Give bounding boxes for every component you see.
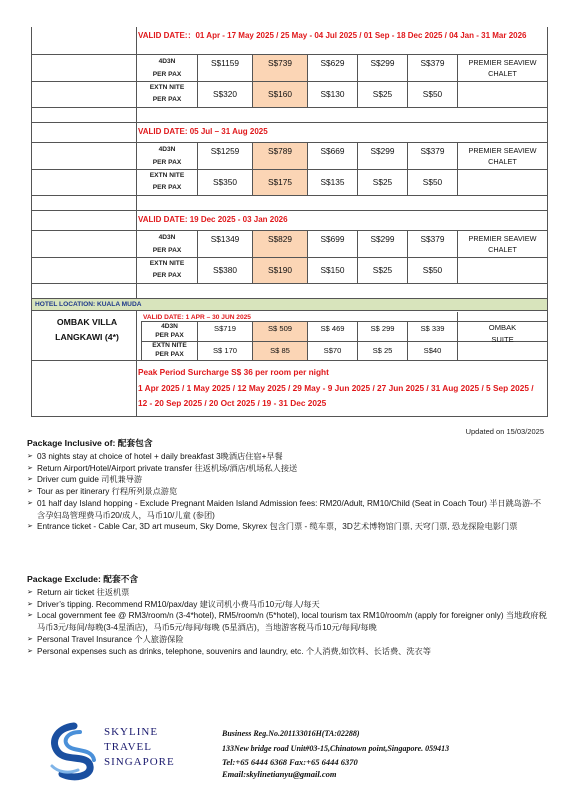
price-cell: S$669 xyxy=(307,143,357,169)
validity-dates: VALID DATE:：01 Apr - 17 May 2025 / 25 May - 04 Jul 2025 / 01 Sep - 18 Dec 2025 / 04 Jan - 31 Mar 2026 xyxy=(138,31,527,40)
list-item: ➢ Driver cum guide 司机兼导游 xyxy=(27,475,143,485)
arrow-bullet-icon: ➢ xyxy=(27,523,33,531)
price-cell: S$719 xyxy=(197,322,252,341)
price-cell-highlight: S$ 85 xyxy=(252,342,307,361)
pax-label: 4D3N PER PAX xyxy=(136,143,197,169)
validity-row xyxy=(32,27,547,55)
price-cell: S$380 xyxy=(197,258,252,283)
company-logo xyxy=(44,722,209,782)
price-cell-highlight: S$789 xyxy=(252,143,307,169)
price-cell: S$70 xyxy=(307,342,357,361)
price-cell: S$25 xyxy=(357,82,407,107)
arrow-bullet-icon: ➢ xyxy=(27,647,33,655)
price-cell: S$ 469 xyxy=(307,322,357,341)
price-cell: S$50 xyxy=(407,170,457,195)
list-item: ➢ Return Airport/Hotel/Airport private transfer 往返机场/酒店/机场私人接送 xyxy=(27,463,298,473)
price-cell: S$25 xyxy=(357,170,407,195)
exclude-list xyxy=(27,587,549,657)
list-item: ➢ Personal expenses such as drinks, telephone, souvenirs and laundry, etc. 个人消费,如饮料、长话费、洗衣等 xyxy=(27,646,431,656)
price-cell: S$40 xyxy=(407,342,457,361)
price-cell-highlight: S$160 xyxy=(252,82,307,107)
list-item: ➢ Local government fee @ RM3/room/n (3-4*hotel), RM5/room/n (5*hotel), local tourism tax RM10/room/n (apply for foreigner only) 当地政府税马币3元/每间/每晚(3-4星酒店)，马币5元/每间/每晚 (5星酒店)，当地游客税马币10元/每间/每晚 xyxy=(27,611,547,633)
validity-row xyxy=(32,211,547,231)
price-cell: S$699 xyxy=(307,231,357,257)
package-row xyxy=(32,143,547,170)
price-cell: S$ 170 xyxy=(197,342,252,361)
ext-label: EXTN NITE PER PAX xyxy=(141,342,197,361)
price-cell: S$320 xyxy=(197,82,252,107)
price-cell: S$130 xyxy=(307,82,357,107)
price-cell: S$379 xyxy=(407,143,457,169)
price-cell-highlight: S$190 xyxy=(252,258,307,283)
validity-row xyxy=(32,123,547,143)
hotel-name: OMBAK VILLA LANGKAWI (4*) xyxy=(55,317,119,342)
price-cell: S$379 xyxy=(407,55,457,81)
peak-dates: 1 Apr 2025 / 1 May 2025 / 12 May 2025 / 29 May - 9 Jun 2025 / 27 Jun 2025 / 31 Aug 2025 / 5 Sep 2025 / 12 - 20 Sep 2025 / 20 Oct 2025 / 19 - 31 Dec 2025 xyxy=(138,383,534,408)
arrow-bullet-icon: ➢ xyxy=(27,464,33,472)
business-reg: Business Reg.No.201133016H(TA:02288) xyxy=(222,729,360,738)
peak-surcharge xyxy=(32,360,547,416)
list-item: ➢ Personal Travel Insurance 个人旅游保险 xyxy=(27,634,184,644)
list-item: ➢ Entrance ticket - Cable Car, 3D art museum, Sky Dome, Skyrex 包含门票 - 缆车票，3D艺术博物馆门票, 天穹门票, 恐龙探险电影门票 xyxy=(27,522,518,532)
pax-label: 4D3N PER PAX xyxy=(136,55,197,81)
logo-text-line1: SKYLINE xyxy=(104,726,159,738)
price-cell: S$1159 xyxy=(197,55,252,81)
company-phone: Tel:+65 6444 6368 Fax:+65 6444 6370 xyxy=(222,757,358,767)
price-cell: S$350 xyxy=(197,170,252,195)
price-cell: S$ 339 xyxy=(407,322,457,341)
list-item: ➢ Return air ticket 往返机票 xyxy=(27,588,130,597)
room-type: PREMIER SEAVIEW CHALET xyxy=(457,231,547,257)
price-cell: S$379 xyxy=(407,231,457,257)
price-cell-highlight: S$739 xyxy=(252,55,307,81)
arrow-bullet-icon: ➢ xyxy=(27,600,33,608)
extension-row xyxy=(32,82,547,108)
company-address: 133New bridge road Unit#03-15,Chinatown point,Singapore. 059413 xyxy=(222,744,450,753)
price-cell-highlight: S$ 509 xyxy=(252,322,307,341)
logo-text-line2: TRAVEL xyxy=(104,741,152,753)
arrow-bullet-icon: ➢ xyxy=(27,453,33,460)
price-cell: S$299 xyxy=(357,143,407,169)
room-type: PREMIER SEAVIEW CHALET xyxy=(457,55,547,81)
price-cell: S$25 xyxy=(357,258,407,283)
updated-date: Updated on 15/03/2025 xyxy=(465,427,544,436)
ombak-section xyxy=(32,311,547,417)
price-cell: S$50 xyxy=(407,82,457,107)
arrow-bullet-icon: ➢ xyxy=(27,499,33,507)
price-cell: S$1349 xyxy=(197,231,252,257)
room-type: PREMIER SEAVIEW CHALET xyxy=(457,143,547,169)
list-item: ➢ 01 half day Island hopping - Exclude Pregnant Maiden Island Admission fees: RM20/Adult, RM10/Child (Seat in Coach Tour) 半日跳岛游-不含孕妇岛管理费马币20/成人，马币10/儿童 (参团) xyxy=(27,498,542,520)
arrow-bullet-icon: ➢ xyxy=(27,476,33,484)
price-cell: S$ 25 xyxy=(357,342,407,361)
price-cell: S$299 xyxy=(357,55,407,81)
ext-label: EXTN NITE PER PAX xyxy=(136,82,197,107)
extension-row xyxy=(32,170,547,196)
list-item: ➢ Tour as per itinerary 行程所列景点游览 xyxy=(27,487,178,497)
inclusive-list xyxy=(27,451,549,533)
inclusive-title: Package Inclusive of: 配套包含 xyxy=(27,438,153,448)
exclude-title: Package Exclude: 配套不含 xyxy=(27,574,139,584)
package-row xyxy=(32,231,547,258)
skyline-swirl-icon xyxy=(44,722,104,782)
hotel-location-band: HOTEL LOCATION: KUALA MUDA xyxy=(32,299,547,311)
package-row xyxy=(32,55,547,82)
list-item: ➢ Driver’s tipping. Recommend RM10/pax/day 建议司机小费马币10元/每人/每天 xyxy=(27,599,320,609)
ext-label: EXTN NITE PER PAX xyxy=(136,170,197,195)
validity-dates: VALID DATE: 19 Dec 2025 - 03 Jan 2026 xyxy=(138,215,288,224)
list-item: ➢ 03 nights stay at choice of hotel + daily breakfast 3晚酒店住宿+早餐 xyxy=(27,452,283,461)
price-cell: S$299 xyxy=(357,231,407,257)
price-cell: S$1259 xyxy=(197,143,252,169)
peak-title: Peak Period Surcharge S$ 36 per room per night xyxy=(138,367,329,377)
price-cell: S$629 xyxy=(307,55,357,81)
company-email: Email:skylinetianyu@gmail.com xyxy=(222,769,337,779)
room-type: OMBAK SUITE xyxy=(457,312,547,360)
extension-row xyxy=(32,258,547,284)
pax-label: 4D3N PER PAX xyxy=(141,322,197,341)
validity-dates: VALID DATE: 05 Jul – 31 Aug 2025 xyxy=(138,127,268,136)
price-cell: S$135 xyxy=(307,170,357,195)
logo-text-line3: SINGAPORE xyxy=(104,756,175,768)
arrow-bullet-icon: ➢ xyxy=(27,488,33,496)
spacer-row xyxy=(32,108,547,123)
price-cell: S$150 xyxy=(307,258,357,283)
validity-dates: VALID DATE: 1 APR – 30 JUN 2025 xyxy=(143,314,251,321)
price-table xyxy=(31,27,548,417)
ext-label: EXTN NITE PER PAX xyxy=(136,258,197,283)
price-cell: S$ 299 xyxy=(357,322,407,341)
pax-label: 4D3N PER PAX xyxy=(136,231,197,257)
arrow-bullet-icon: ➢ xyxy=(27,612,33,620)
price-cell-highlight: S$829 xyxy=(252,231,307,257)
arrow-bullet-icon: ➢ xyxy=(27,635,33,643)
spacer-row xyxy=(32,196,547,211)
price-cell-highlight: S$175 xyxy=(252,170,307,195)
spacer-row xyxy=(32,284,547,299)
arrow-bullet-icon: ➢ xyxy=(27,589,33,596)
price-cell: S$50 xyxy=(407,258,457,283)
ombak-price-grid xyxy=(141,321,547,360)
